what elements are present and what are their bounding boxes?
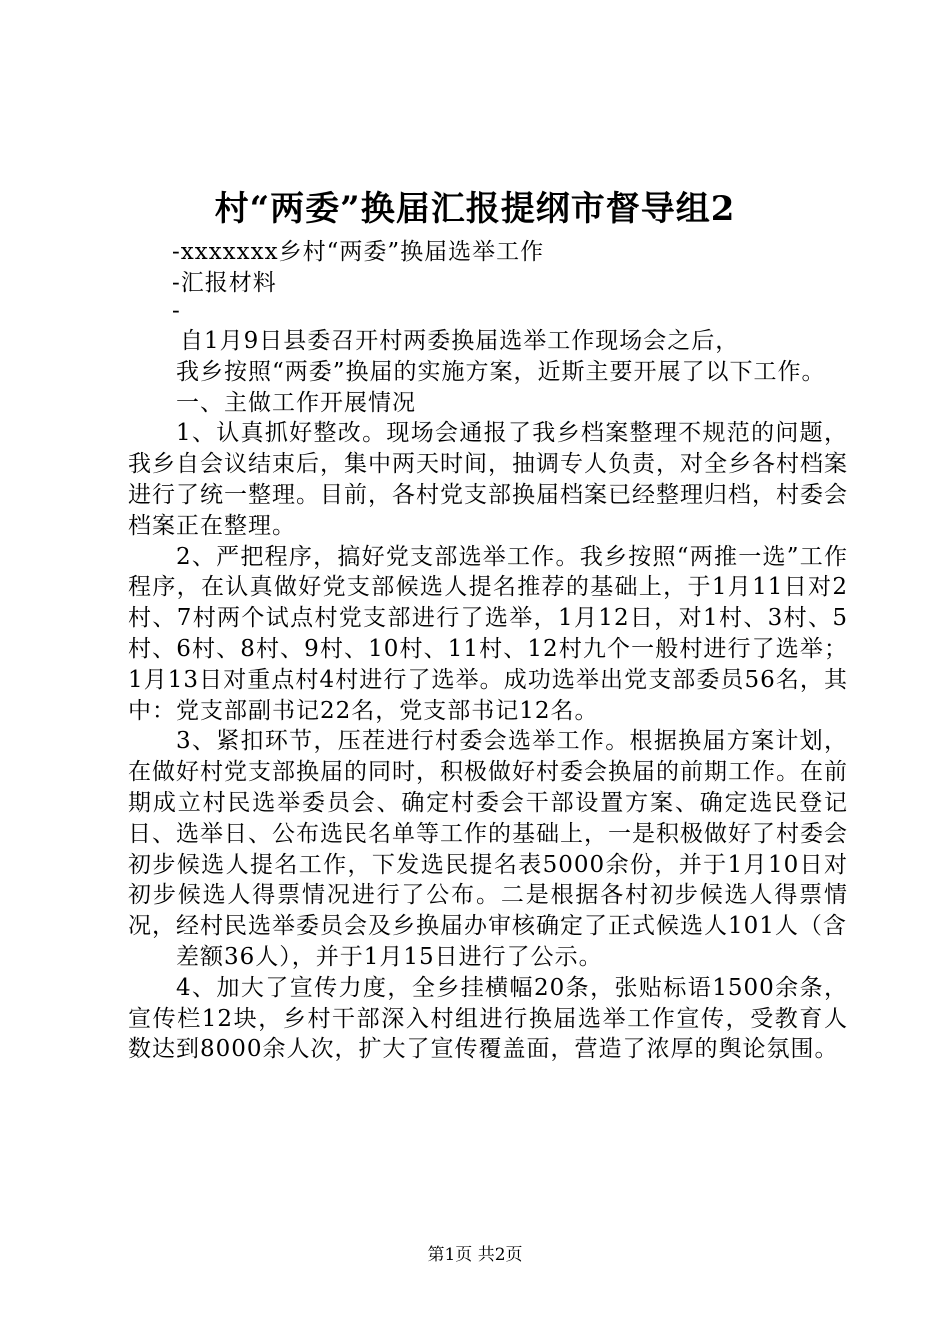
paragraph-item-1: 1、认真抓好整改。现场会通报了我乡档案整理不规范的问题，我乡自会议结束后，集中两天时间，抽调专人负责，对全乡各村档案进行了统一整理。目前，各村党支部换届档案已经整理归档，村委会档案正在整理。	[128, 420, 848, 539]
page-footer: 第1页 共2页	[427, 1245, 523, 1265]
subtitle-line-1: -xxxxxxx乡村“两委”换届选举工作	[172, 239, 545, 265]
paragraph-item-2: 2、严把程序，搞好党支部选举工作。我乡按照“两推一选”工作程序，在认真做好党支部候选人提名推荐的基础上，于1月11日对2村、7村两个试点村党支部进行了选举，1月12日，对1村、3村、5村、6村、8村、9村、10村、11村、12村九个一般村进行了选举；1月13日对重点村4村进行了选举。成功选举出党支部委员56名，其中：党支部副书记22名，党支部书记12名。	[128, 543, 848, 724]
section-heading: 一、主做工作开展情况	[176, 389, 416, 416]
paragraph-item-3: 3、紧扣环节，压茬进行村委会选举工作。根据换届方案计划，在做好村党支部换届的同时，积极做好村委会换届的前期工作。在前期成立村民选举委员会、确定村委会干部设置方案、确定选民登记日、选举日、公布选民名单等工作的基础上，一是积极做好了村委会初步候选人提名工作，下发选民提名表5000余份，并于1月10日对初步候选人得票情况进行了公布。二是根据各村初步候选人得票情况，经村民选举委员会及乡换届办审核确定了正式候选人101人（含	[128, 728, 848, 940]
paragraph-intro: 自1月9日县委召开村两委换届选举工作现场会之后，	[180, 328, 740, 354]
subtitle-line-2: -汇报材料	[172, 270, 277, 296]
paragraph-item-4: 4、加大了宣传力度，全乡挂横幅20条，张贴标语1500余条，宣传栏12块，乡村干部深入村组进行换届选举工作宣传，受教育人数达到8000余人次，扩大了宣传覆盖面，营造了浓厚的舆论氛围。	[128, 974, 848, 1063]
paragraph-plan: 我乡按照“两委”换届的实施方案，近斯主要开展了以下工作。	[176, 358, 826, 385]
subtitle-line-3: -	[172, 298, 181, 324]
document-title: 村“两委”换届汇报提纲市督导组2	[214, 189, 736, 229]
paragraph-item-3-continued: 差额36人），并于1月15日进行了公示。	[176, 943, 603, 970]
document-body	[128, 326, 848, 1065]
